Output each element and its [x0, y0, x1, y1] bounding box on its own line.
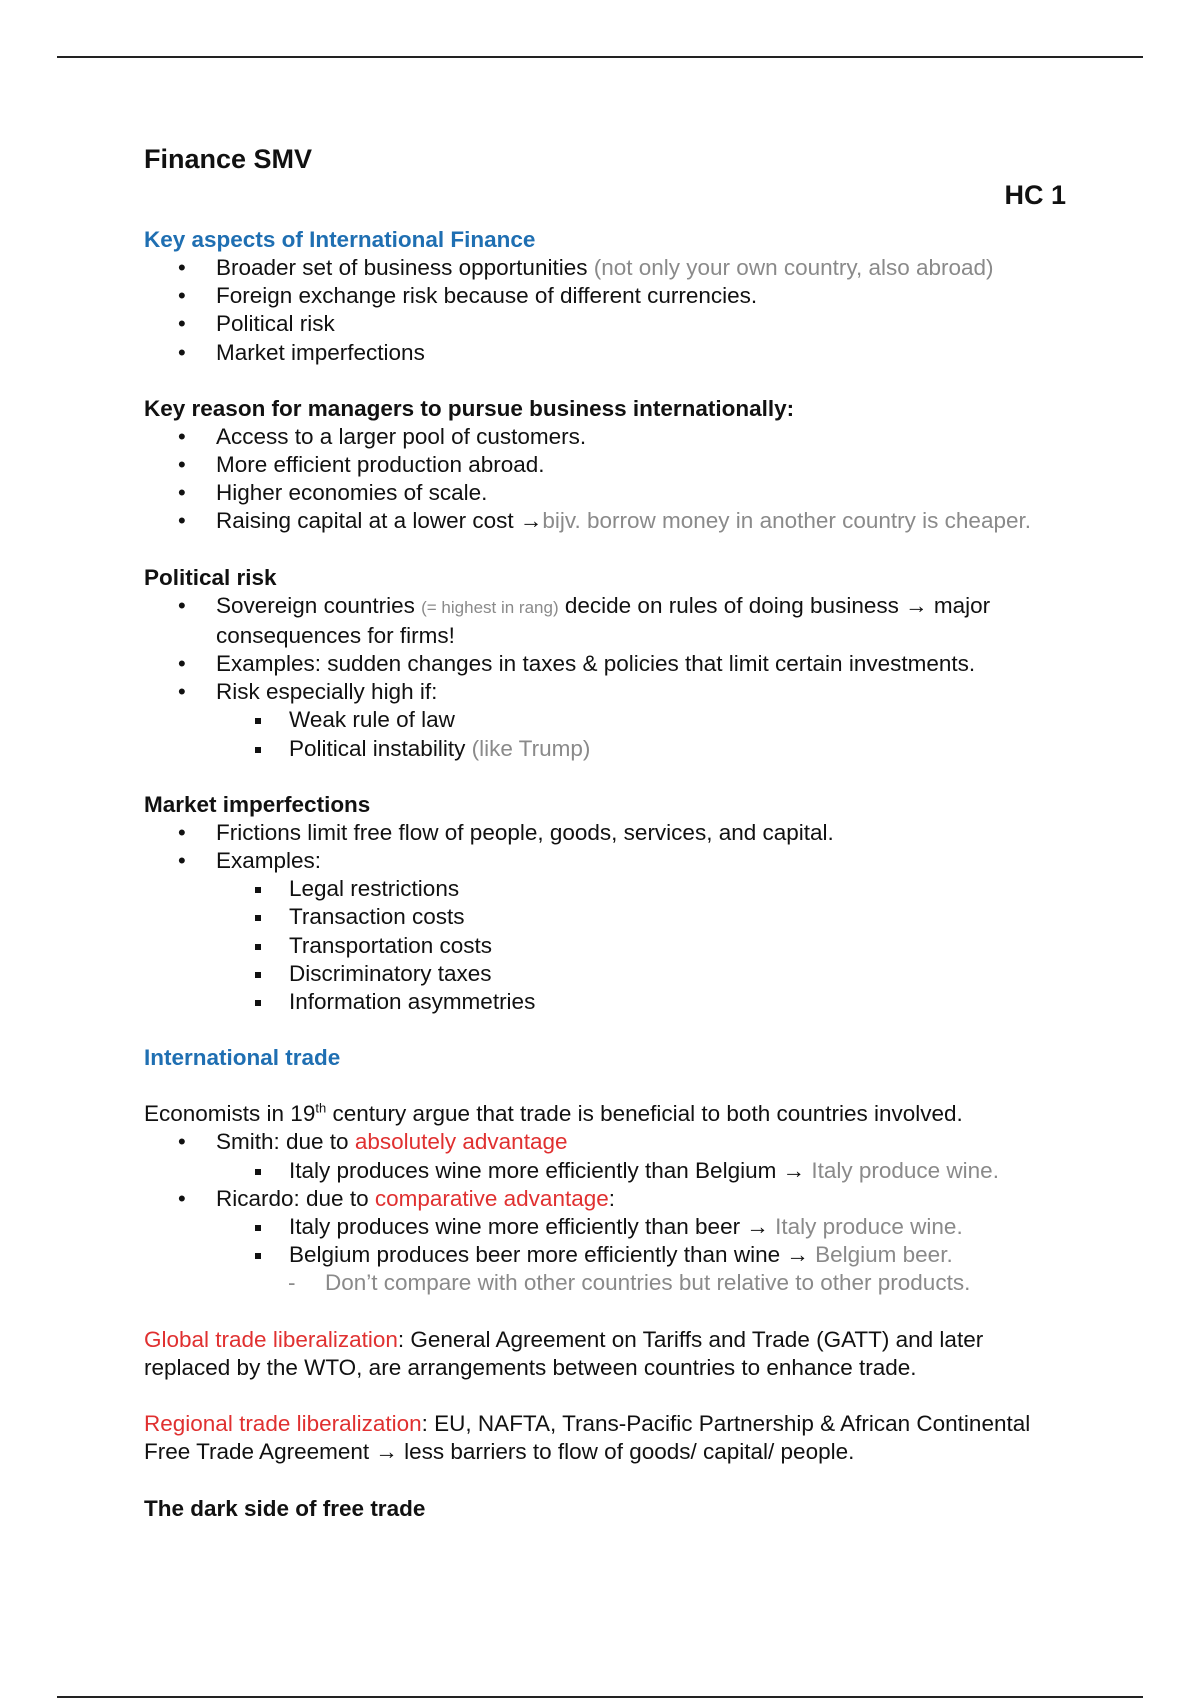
market-imperfections-list [144, 819, 1066, 1016]
list-item: • Examples: sudden changes in taxes & policies that limit certain investments. [144, 650, 1066, 678]
list-item: • Broader set of business opportunities (not only your own country, also abroad) [144, 254, 1066, 282]
global-trade-paragraph: Global trade liberalization: General Agreement on Tariffs and Trade (GATT) and later replaced by the WTO, are arrangements between countries to enhance trade. [144, 1326, 984, 1380]
doc-title: Finance SMV [144, 144, 313, 174]
risk-conditions-list [216, 706, 1066, 762]
regional-trade-paragraph: Regional trade liberalization: EU, NAFTA, Trans-Pacific Partnership & African Continental Free Trade Agreement → less barriers to flow of goods/ capital/ people. [144, 1411, 1031, 1465]
political-risk-list [144, 592, 1066, 763]
list-item: • Ricardo: due to comparative advantage: Italy produces wine more efficiently than beer → Italy produce wine. Belgium produces beer more efficiently than wine → Belgium beer. - Don’t compare with other countries but relative to other products. [144, 1185, 1066, 1298]
heading-key-aspects: Key aspects of International Finance [144, 227, 536, 252]
list-item: Transportation costs [144, 932, 1066, 960]
list-item: • Raising capital at a lower cost →bijv. borrow money in another country is cheaper. [144, 507, 1066, 535]
list-item: Transaction costs [144, 903, 1066, 931]
list-item: • Market imperfections [144, 339, 1066, 367]
ricardo-note-list [289, 1269, 1066, 1297]
heading-key-reason: Key reason for managers to pursue business internationally: [144, 395, 795, 421]
trade-intro: Economists in 19th century argue that trade is beneficial to both countries involved. [144, 1100, 963, 1127]
list-item: • Risk especially high if: Weak rule of law Political instability (like Trump) [144, 678, 1066, 763]
list-item: Political instability (like Trump) [144, 735, 1066, 763]
list-item: Belgium produces beer more efficiently than wine → Belgium beer. - Don’t compare with other countries but relative to other products. [144, 1241, 1066, 1297]
smith-example-list [216, 1157, 1066, 1185]
list-item: Weak rule of law [144, 706, 1066, 734]
list-item: • Smith: due to absolutely advantage Italy produces wine more efficiently than Belgium → Italy produce wine. [144, 1128, 1066, 1184]
bottom-rule [57, 1696, 1143, 1698]
list-item: - Don’t compare with other countries but relative to other products. [144, 1269, 1066, 1297]
list-item: • Political risk [144, 310, 1066, 338]
heading-political-risk: Political risk [144, 564, 277, 590]
list-item: Italy produces wine more efficiently than beer → Italy produce wine. [144, 1213, 1066, 1241]
list-item: • Sovereign countries (= highest in rang) decide on rules of doing business → major consequences for firms! [144, 592, 1066, 650]
top-rule [57, 56, 1143, 58]
list-item: • More efficient production abroad. [144, 451, 1066, 479]
list-item: • Frictions limit free flow of people, goods, services, and capital. [144, 819, 1066, 847]
list-item: Italy produces wine more efficiently than Belgium → Italy produce wine. [144, 1157, 1066, 1185]
trade-theories-list [144, 1128, 1066, 1297]
list-item: • Access to a larger pool of customers. [144, 423, 1066, 451]
examples-list [216, 875, 1066, 1016]
list-item: • Examples: Legal restrictions Transaction costs Transportation costs Discriminatory taxes Information asymmetries [144, 847, 1066, 1016]
lecture-label: HC 1 [1004, 180, 1066, 210]
list-item: Discriminatory taxes [144, 960, 1066, 988]
key-aspects-list [144, 254, 1066, 367]
list-item: • Higher economies of scale. [144, 479, 1066, 507]
list-item: Information asymmetries [144, 988, 1066, 1016]
heading-international-trade: International trade [144, 1045, 341, 1071]
list-item: Legal restrictions [144, 875, 1066, 903]
list-item: • Foreign exchange risk because of different currencies. [144, 282, 1066, 310]
heading-market-imperfections: Market imperfections [144, 791, 371, 817]
ricardo-example-list [216, 1213, 1066, 1298]
key-reason-list [144, 423, 1066, 536]
document-page [144, 140, 1066, 1523]
heading-dark-side: The dark side of free trade [144, 1495, 426, 1521]
